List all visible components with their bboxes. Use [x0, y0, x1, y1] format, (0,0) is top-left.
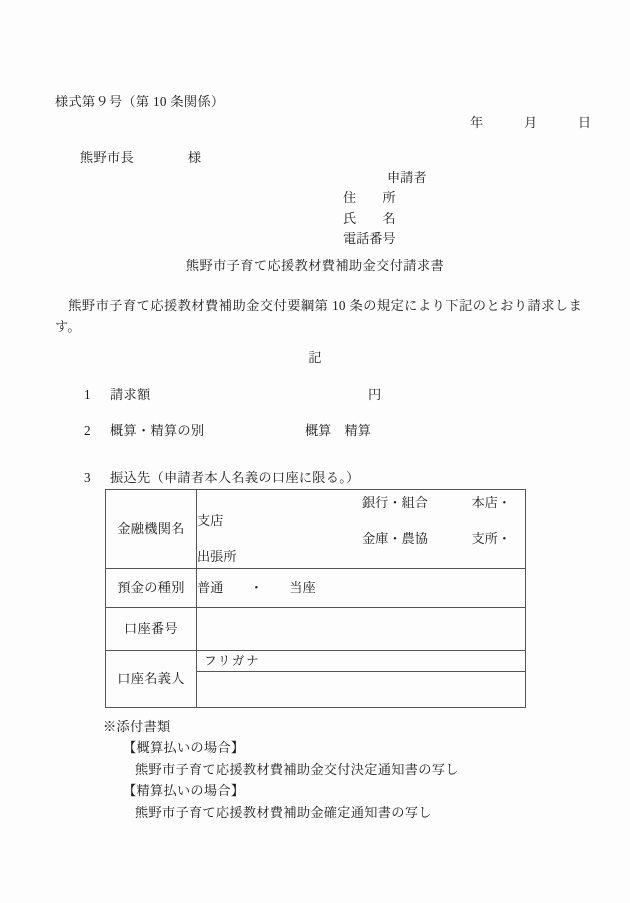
item-3-transfer-destination [84, 468, 360, 488]
row-label-account-holder: 口座名義人 [106, 651, 197, 708]
payment-type-options: 概算 精算 [305, 423, 371, 438]
item-1-label: 請求額 [110, 387, 151, 402]
account-number-value[interactable] [197, 608, 526, 651]
applicant-block [343, 168, 427, 250]
table-row-account-number [106, 608, 526, 651]
attachment-case-2: 【精算払いの場合】 [123, 783, 245, 799]
bank-line-4: 出張所 [197, 549, 237, 564]
applicant-title: 申請者 [387, 170, 427, 185]
furigana-label: フリガナ [197, 651, 525, 672]
attachment-document-2: 熊野市子育て応援教材費補助金確定通知書の写し [135, 804, 432, 820]
date-line: 年 月 日 [470, 115, 592, 130]
row-label-financial-institution: 金融機関名 [106, 490, 197, 569]
financial-institution-value-cell[interactable] [197, 490, 526, 569]
item-2-number: 2 [84, 423, 91, 438]
branch-type-2: 支所・ [471, 531, 511, 546]
attachment-case-1: 【概算払いの場合】 [123, 740, 245, 756]
attachments-section [103, 716, 459, 823]
table-row-deposit-type [106, 569, 526, 608]
deposit-type-options[interactable]: 普通 ・ 当座 [197, 569, 526, 608]
bank-account-table [105, 489, 526, 708]
financial-institution-inner [197, 490, 525, 568]
body-paragraph: 熊野市子育て応援教材費補助金交付要綱第 10 条の規定により下記のとおり請求します。 [55, 298, 582, 335]
addressee-line: 熊野市長 様 [80, 150, 202, 165]
attachment-document-1: 熊野市子育て応援教材費補助金交付決定通知書の写し [135, 761, 459, 777]
item-2-label: 概算・精算の別 [110, 423, 205, 438]
row-label-deposit-type: 預金の種別 [106, 569, 197, 608]
bank-type-1: 銀行・組合 [362, 495, 428, 510]
yen-unit-label: 円 [368, 387, 382, 402]
applicant-address-label: 住 所 [343, 190, 396, 206]
item-2-payment-type [84, 421, 204, 441]
table-row-account-holder [106, 651, 526, 708]
form-number: 様式第９号（第 10 条関係） [55, 94, 225, 109]
bank-type-2: 金庫・農協 [362, 531, 428, 546]
item-3-number: 3 [84, 470, 91, 485]
ki-mark: 記 [308, 350, 322, 365]
bank-line-2: 支店 [197, 513, 224, 528]
attachments-heading: ※添付書類 [103, 719, 171, 734]
document-title: 熊野市子育て応援教材費補助金交付請求書 [185, 258, 445, 273]
item-3-label: 振込先（申請者本人名義の口座に限る。） [110, 470, 360, 485]
item-1-number: 1 [84, 387, 91, 402]
row-label-account-number: 口座番号 [106, 608, 197, 651]
table-row-financial-institution [106, 490, 526, 569]
item-1-claim-amount [84, 385, 150, 405]
account-holder-value[interactable] [197, 672, 525, 707]
applicant-phone-label: 電話番号 [343, 231, 396, 247]
applicant-name-label: 氏 名 [343, 210, 396, 226]
branch-type-1: 本店・ [471, 495, 511, 510]
account-holder-cell [197, 651, 526, 708]
